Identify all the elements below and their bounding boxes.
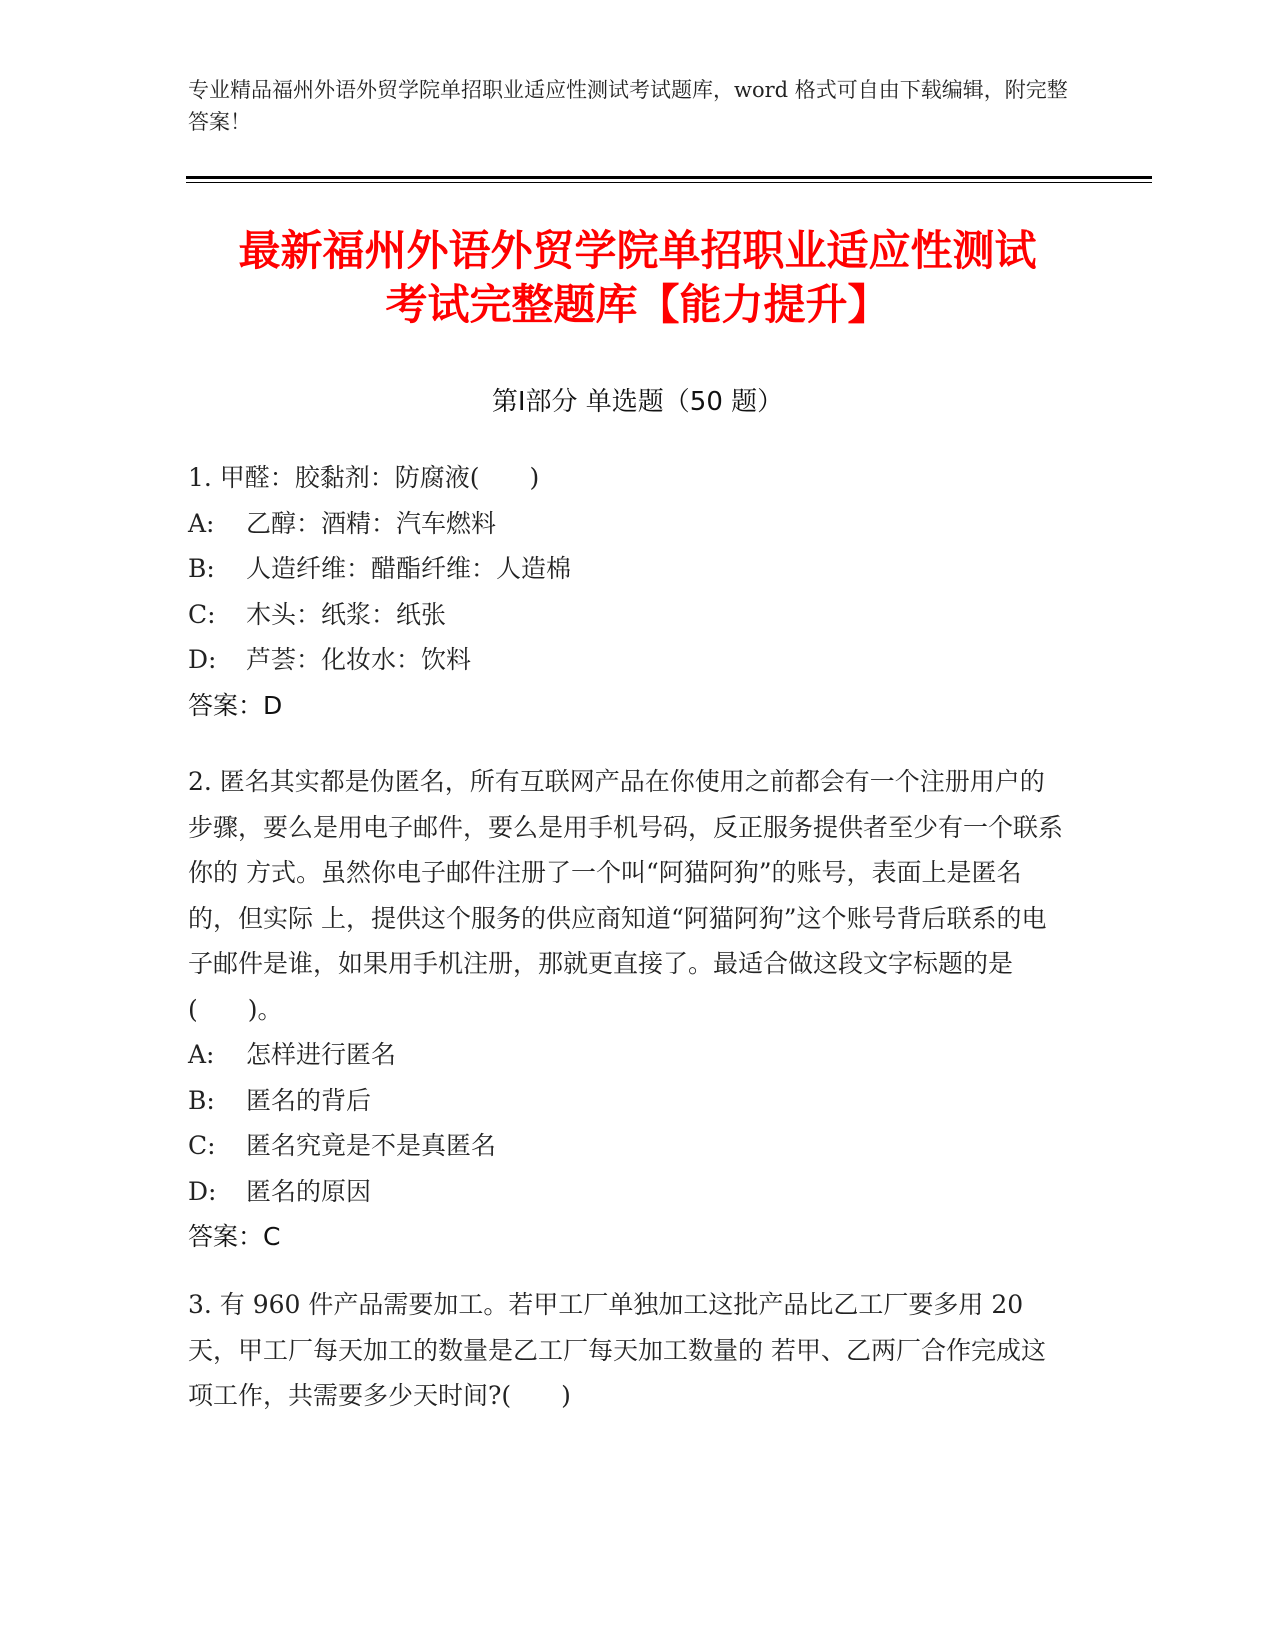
option-b xyxy=(188,546,1068,592)
header-note: 专业精品福州外语外贸学院单招职业适应性测试考试题库，word 格式可自由下载编辑，附完整答案！ xyxy=(188,78,1068,134)
option-d xyxy=(188,637,1068,683)
option-text: 匿名的背后 xyxy=(246,1085,372,1115)
document-title-line-1: 最新福州外语外贸学院单招职业适应性测试 xyxy=(238,226,1037,275)
option-text: 木头：纸浆：纸张 xyxy=(246,599,447,629)
option-text: 人造纤维：醋酯纤维：人造棉 xyxy=(246,554,572,583)
document-title-line-2: 考试完整题库【能力提升】 xyxy=(385,280,890,329)
option-d xyxy=(188,1169,1068,1215)
option-letter: D: xyxy=(188,645,217,674)
document-title xyxy=(150,224,1125,332)
question-stem: 2. 匿名其实都是伪匿名，所有互联网产品在你使用之前都会有一个注册用户的 步骤，要么是用电子邮件，要么是用手机号码，反正服务提供者至少有一个联系你的 方式。虽然你电子邮件注册了一个叫“阿猫阿狗”的账号，表面上是匿名的，但实际 上，提供这个服务的供应商知道“阿猫阿狗”这个账号背后联系的电子邮件是谁，如果用手机注册，那就更直接了。最适合做这段文字标题的是( )。 xyxy=(188,767,1064,1024)
section-title: 第Ⅰ部分 单选题（50 题） xyxy=(491,387,784,417)
option-letter: A: xyxy=(188,1040,215,1069)
option-letter: A: xyxy=(188,508,215,538)
question-stem: 3. 有 960 件产品需要加工。若甲工厂单独加工这批产品比乙工厂要多用 20 天，甲工厂每天加工的数量是乙工厂每天加工数量的 若甲、乙两厂合作完成这项工作，共需要多少天时间?( ) xyxy=(188,1290,1046,1410)
option-c xyxy=(188,1123,1068,1169)
option-letter: D: xyxy=(188,1176,217,1206)
option-text: 怎样进行匿名 xyxy=(246,1040,397,1069)
option-a xyxy=(188,501,1068,547)
option-text: 乙醇：酒精：汽车燃料 xyxy=(246,508,497,538)
option-letter: C: xyxy=(188,1131,216,1160)
question-1 xyxy=(188,455,1068,728)
option-b xyxy=(188,1078,1068,1124)
option-text: 匿名究竟是不是真匿名 xyxy=(246,1131,497,1160)
option-text: 匿名的原因 xyxy=(246,1176,372,1206)
option-letter: C: xyxy=(188,599,216,629)
question-stem: 1. 甲醛：胶黏剂：防腐液( ) xyxy=(188,463,540,492)
option-a xyxy=(188,1032,1068,1078)
option-letter: B: xyxy=(188,1085,215,1115)
question-2 xyxy=(188,759,1068,1260)
option-c xyxy=(188,592,1068,638)
answer-label: 答案：D xyxy=(188,690,283,720)
question-3 xyxy=(188,1282,1068,1419)
option-letter: B: xyxy=(188,554,215,583)
header-divider-thin xyxy=(186,182,1152,183)
answer-label: 答案：C xyxy=(188,1222,281,1251)
header-divider-thick xyxy=(186,176,1152,179)
option-text: 芦荟：化妆水：饮料 xyxy=(246,645,472,674)
